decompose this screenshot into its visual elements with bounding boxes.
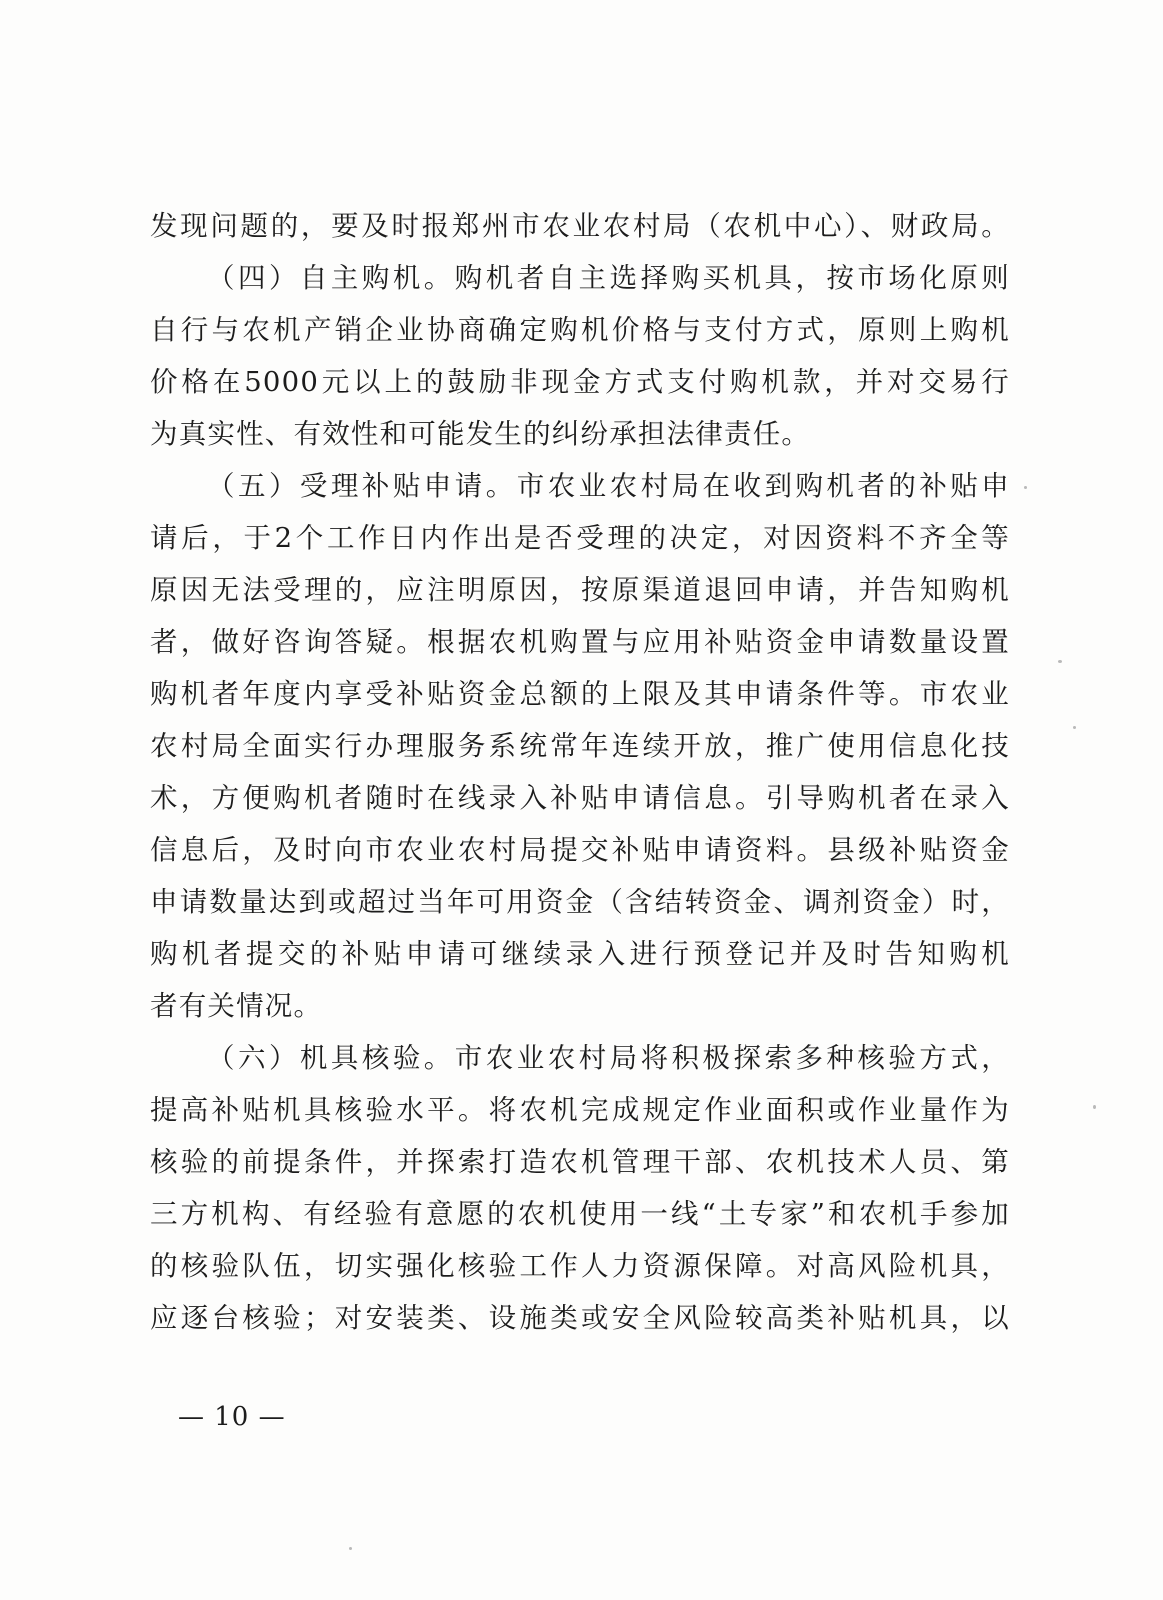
paragraph-heading-line: （四）自主购机。购机者自主选择购买机具，按市场化原则 — [207, 262, 1010, 294]
text-line: 请后，于2个工作日内作出是否受理的决定，对因资料不齐全等 — [150, 522, 1010, 554]
text-line: 应逐台核验；对安装类、设施类或安全风险较高类补贴机具，以 — [150, 1302, 1010, 1334]
text-line: 术，方便购机者随时在线录入补贴申请信息。引导购机者在录入 — [150, 782, 1010, 814]
body-text — [150, 200, 1010, 1344]
text-line: 三方机构、有经验有意愿的农机使用一线“土专家”和农机手参加 — [150, 1198, 1010, 1230]
text-line: 核验的前提条件，并探索打造农机管理干部、农机技术人员、第 — [150, 1146, 1010, 1178]
text-line: 申请数量达到或超过当年可用资金（含结转资金、调剂资金）时， — [150, 886, 1010, 918]
text-line: 信息后，及时向市农业农村局提交补贴申请资料。县级补贴资金 — [150, 834, 1010, 866]
scan-speck — [1073, 726, 1076, 729]
text-line: 自行与农机产销企业协商确定购机价格与支付方式，原则上购机 — [150, 314, 1010, 346]
text-line: 发现问题的，要及时报郑州市农业农村局（农机中心）、财政局。 — [150, 210, 1010, 242]
scan-speck — [349, 1547, 352, 1550]
scan-speck — [1093, 1105, 1096, 1109]
text-line: 原因无法受理的，应注明原因，按原渠道退回申请，并告知购机 — [150, 574, 1010, 606]
page-number: — 10 — — [178, 1402, 286, 1432]
text-line: 的核验队伍，切实强化核验工作人力资源保障。对高风险机具， — [150, 1250, 1010, 1282]
text-line: 购机者提交的补贴申请可继续录入进行预登记并及时告知购机 — [150, 938, 1010, 970]
text-line: 为真实性、有效性和可能发生的纠纷承担法律责任。 — [150, 418, 811, 450]
paragraph-heading-line: （五）受理补贴申请。市农业农村局在收到购机者的补贴申 — [207, 470, 1010, 502]
scan-speck — [1024, 486, 1027, 489]
scan-speck — [1058, 660, 1062, 663]
text-line: 购机者年度内享受补贴资金总额的上限及其申请条件等。市农业 — [150, 678, 1010, 710]
text-line: 农村局全面实行办理服务系统常年连续开放，推广使用信息化技 — [150, 730, 1010, 762]
text-line: 者有关情况。 — [150, 990, 323, 1022]
paragraph-heading-line: （六）机具核验。市农业农村局将积极探索多种核验方式， — [207, 1042, 1010, 1074]
text-line: 者，做好咨询答疑。根据农机购置与应用补贴资金申请数量设置 — [150, 626, 1010, 658]
text-line: 提高补贴机具核验水平。将农机完成规定作业面积或作业量作为 — [150, 1094, 1010, 1126]
text-line: 价格在5000元以上的鼓励非现金方式支付购机款，并对交易行 — [150, 366, 1010, 398]
